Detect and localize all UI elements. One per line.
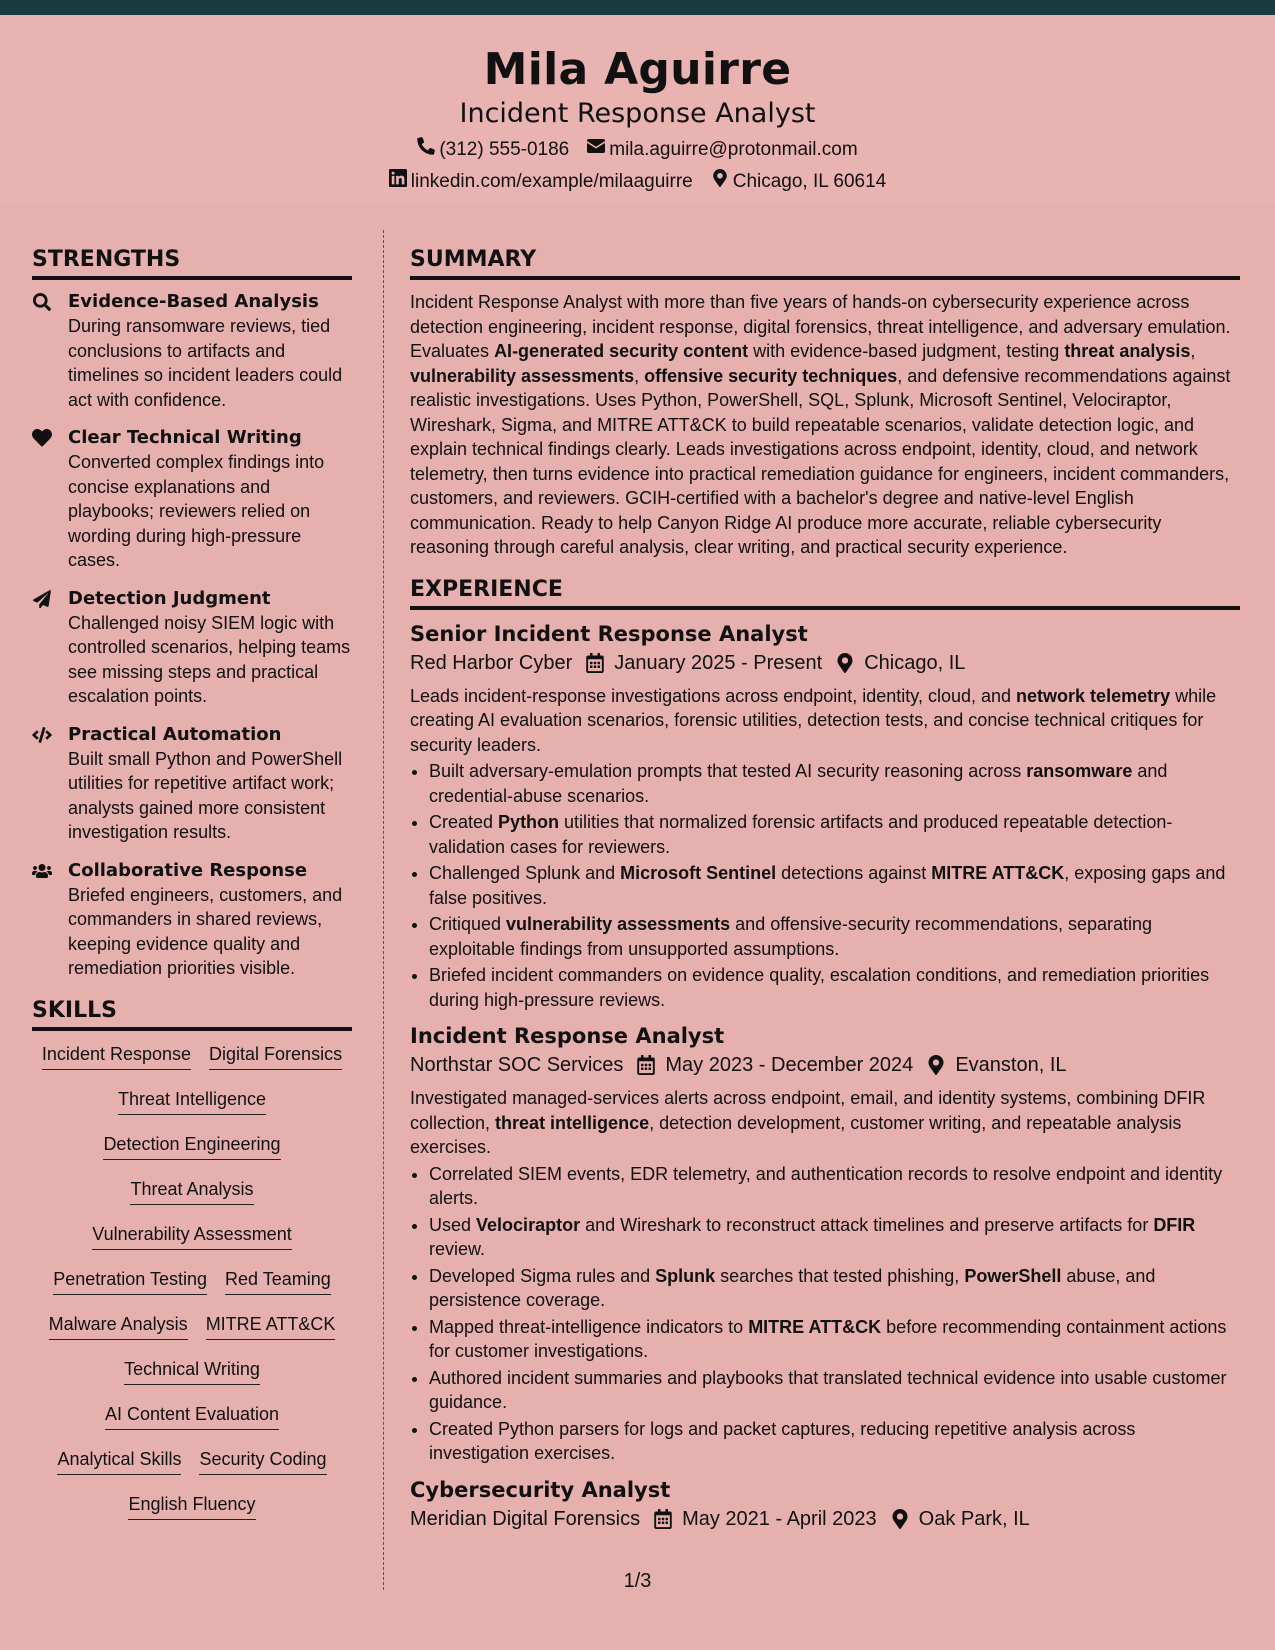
- job-entry: [410, 1022, 1240, 1466]
- linkedin-item[interactable]: [389, 169, 693, 194]
- strength-title: Practical Automation: [68, 723, 282, 745]
- strength-desc: Briefed engineers, customers, and commanders in shared reviews, keeping evidence quality and remediation priorities visible.: [68, 884, 343, 978]
- skill-row: [32, 1041, 352, 1086]
- strength-title: Detection Judgment: [68, 587, 271, 609]
- job-bullets: [410, 1162, 1240, 1466]
- text-run: Authored incident summaries and playbooks that translated technical evidence into usable customer guidance.: [429, 1367, 1227, 1412]
- bold-text: offensive security techniques: [644, 365, 898, 386]
- skill-row: [32, 1491, 352, 1536]
- text-run: searches that tested phishing,: [715, 1265, 965, 1286]
- skill-tag: Red Teaming: [225, 1266, 331, 1295]
- bold-text: Python: [498, 812, 560, 832]
- bold-text: vulnerability assessments: [506, 914, 731, 934]
- skills-heading: SKILLS: [32, 997, 352, 1031]
- envelope-icon: [587, 137, 605, 162]
- skill-tag: Digital Forensics: [209, 1041, 342, 1070]
- job-location: Chicago, IL: [864, 651, 966, 674]
- text-run: abuse, and persistence coverage.: [429, 1265, 1156, 1310]
- text-run: ,: [1190, 341, 1196, 361]
- linkedin-icon: [389, 169, 407, 194]
- strength-item: [32, 426, 352, 573]
- strengths-heading: STRENGTHS: [32, 246, 352, 280]
- map-pin-icon: [927, 1055, 945, 1075]
- skill-tag: Threat Analysis: [130, 1176, 253, 1205]
- job-meta: [410, 1050, 1240, 1080]
- bold-text: DFIR: [1153, 1214, 1196, 1235]
- strength-desc: During ransomware reviews, tied conclusions to artifacts and timelines so incident leaders could act with confidence.: [68, 316, 343, 410]
- top-accent-bar: [0, 0, 1275, 15]
- text-run: and offensive-security recommendations, separating exploitable findings from unsupported assumptions.: [429, 914, 1153, 959]
- location-text: Chicago, IL 60614: [732, 170, 887, 192]
- phone-item: [417, 137, 569, 162]
- skill-row: [32, 1311, 352, 1356]
- text-run: Challenged Splunk and: [429, 863, 621, 883]
- text-run: , exposing gaps and false positives.: [429, 863, 1226, 908]
- skill-tag: Detection Engineering: [103, 1131, 280, 1160]
- skill-tag: Technical Writing: [124, 1356, 260, 1385]
- text-run: Incident Response Analyst with more than five years of hands-on cybersecurity experience across detection engineering, incident response, digital forensics, threat intelligence, and adversary emulation. Evaluates: [410, 292, 1231, 361]
- bullet-item: [429, 912, 1240, 961]
- text-run: Critiqued: [429, 914, 507, 934]
- calendar-icon: [637, 1055, 655, 1075]
- strength-desc: Challenged noisy SIEM logic with controlled scenarios, helping teams see missing steps and practical escalation points.: [68, 612, 351, 706]
- strength-title: Evidence-Based Analysis: [68, 291, 319, 312]
- company-name: Meridian Digital Forensics: [410, 1507, 641, 1530]
- heart-icon: [32, 426, 56, 573]
- code-icon: [32, 723, 56, 845]
- summary-heading: SUMMARY: [410, 246, 1240, 280]
- bold-text: MITRE ATT&CK: [748, 1316, 882, 1337]
- skill-row: [32, 1446, 352, 1491]
- bold-text: MITRE ATT&CK: [931, 863, 1065, 883]
- bold-text: threat intelligence: [495, 1112, 650, 1133]
- users-icon: [32, 859, 56, 981]
- bold-text: threat analysis: [1064, 341, 1191, 361]
- skills-list: [32, 1041, 352, 1536]
- bullet-item: [429, 759, 1240, 808]
- right-column: [410, 246, 1240, 1540]
- text-run: review.: [429, 1239, 486, 1259]
- text-run: Used: [429, 1214, 477, 1235]
- job-title: Senior Incident Response Analyst: [410, 621, 808, 646]
- job-entry: [410, 620, 1240, 1013]
- experience-list: [410, 620, 1240, 1534]
- skill-row: [32, 1356, 352, 1401]
- skill-row: [32, 1266, 352, 1311]
- text-run: , and defensive recommendations against realistic investigations. Uses Python, PowerShell, SQL, Splunk, Microsoft Sentinel, Velociraptor, Wireshark, Sigma, and MITRE ATT&CK to build repeatable scenarios, validate detection logic, and explain technical findings clearly. Leads investigations across endpoint, identity, cloud, and network telemetry, then turns evidence into practical remediation guidance for engineers, incident commanders, customers, and reviewers. GCIH-certified with a bachelor's degree and native-level English communication. Ready to help Canyon Ridge AI produce more accurate, reliable cybersecurity reasoning through careful analysis, clear writing, and practical security experience.: [410, 365, 1231, 557]
- bold-text: Velociraptor: [476, 1214, 581, 1235]
- location-item: [711, 169, 887, 194]
- experience-heading: EXPERIENCE: [410, 576, 1240, 610]
- text-run: Created: [429, 812, 499, 832]
- text-run: Created Python parsers for logs and packet captures, reducing repetitive analysis across investigation exercises.: [429, 1418, 1136, 1463]
- map-pin-icon: [836, 653, 854, 673]
- summary-text: [410, 290, 1240, 560]
- job-description: [410, 1086, 1240, 1160]
- job-title: Cybersecurity Analyst: [410, 1477, 671, 1502]
- skill-row: [32, 1131, 352, 1176]
- company-name: Red Harbor Cyber: [410, 651, 573, 674]
- skill-row: [32, 1086, 352, 1131]
- text-run: Briefed incident commanders on evidence quality, escalation conditions, and remediation priorities during high-pressure reviews.: [429, 965, 1210, 1010]
- bold-text: Splunk: [655, 1265, 716, 1286]
- candidate-name: Mila Aguirre: [483, 44, 792, 95]
- text-run: Correlated SIEM events, EDR telemetry, and authentication records to resolve endpoint and identity alerts.: [429, 1163, 1223, 1208]
- text-run: Investigated managed-services alerts across endpoint, email, and identity systems, combining DFIR collection,: [410, 1088, 1206, 1133]
- company-name: Northstar SOC Services: [410, 1054, 624, 1076]
- skill-tag: MITRE ATT&CK: [206, 1311, 336, 1340]
- job-dates: May 2023 - December 2024: [665, 1054, 914, 1076]
- text-run: utilities that normalized forensic artifacts and produced repeatable detection-validation cases for reviewers.: [429, 812, 1173, 857]
- bold-text: ransomware: [1026, 761, 1133, 781]
- bullet-item: [429, 1366, 1240, 1415]
- strength-item: [32, 859, 352, 981]
- email-item[interactable]: [587, 137, 857, 162]
- skill-tag: Security Coding: [199, 1446, 326, 1475]
- text-run: Built adversary-emulation prompts that tested AI security reasoning across: [429, 761, 1027, 781]
- strength-item: [32, 723, 352, 845]
- bullet-item: [429, 1162, 1240, 1211]
- bold-text: PowerShell: [964, 1265, 1062, 1286]
- calendar-icon: [654, 1509, 672, 1529]
- skill-tag: Penetration Testing: [53, 1266, 207, 1295]
- job-title: Incident Response Analyst: [410, 1024, 725, 1048]
- page-number: 1/3: [623, 1570, 652, 1592]
- strength-desc: Converted complex findings into concise explanations and playbooks; reviewers relied on wording during high-pressure cases.: [68, 452, 325, 570]
- text-run: Mapped threat-intelligence indicators to: [429, 1316, 749, 1337]
- map-pin-icon: [891, 1509, 909, 1529]
- map-pin-icon: [711, 169, 729, 194]
- job-dates: January 2025 - Present: [614, 651, 823, 674]
- strength-item: [32, 290, 352, 412]
- job-location: Evanston, IL: [955, 1054, 1067, 1076]
- text-run: with evidence-based judgment, testing: [748, 341, 1065, 361]
- skill-row: [32, 1401, 352, 1446]
- job-dates: May 2021 - April 2023: [682, 1507, 877, 1530]
- bullet-item: [429, 1264, 1240, 1313]
- text-run: Leads incident-response investigations across endpoint, identity, cloud, and: [410, 685, 1017, 706]
- bold-text: vulnerability assessments: [410, 365, 635, 386]
- left-column: [32, 246, 352, 1536]
- text-run: before recommending containment actions for customer investigations.: [429, 1316, 1227, 1361]
- phone-text: (312) 555-0186: [439, 138, 570, 160]
- calendar-icon: [586, 653, 604, 673]
- job-meta: [410, 1504, 1240, 1534]
- text-run: while creating AI evaluation scenarios, forensic utilities, detection tests, and concise technical critiques for security leaders.: [410, 685, 1217, 755]
- skill-tag: Threat Intelligence: [118, 1086, 266, 1115]
- email-text[interactable]: mila.aguirre@protonmail.com: [609, 138, 858, 160]
- text-run: Developed Sigma rules and: [429, 1265, 656, 1286]
- job-meta: [410, 648, 1240, 678]
- bullet-item: [429, 1315, 1240, 1364]
- bullet-item: [429, 810, 1240, 859]
- skill-row: [32, 1176, 352, 1221]
- skill-tag: Vulnerability Assessment: [92, 1221, 291, 1250]
- job-location: Oak Park, IL: [918, 1507, 1030, 1530]
- strength-desc: Built small Python and PowerShell utilities for repetitive artifact work; analysts gained more consistent investigation results.: [68, 748, 343, 842]
- candidate-title: Incident Response Analyst: [459, 98, 816, 129]
- strength-item: [32, 587, 352, 709]
- text-run: ,: [634, 365, 645, 386]
- bold-text: network telemetry: [1016, 685, 1171, 706]
- job-bullets: [410, 759, 1240, 1012]
- bold-text: AI-generated security content: [494, 341, 749, 361]
- bullet-item: [429, 963, 1240, 1012]
- skill-tag: Malware Analysis: [49, 1311, 188, 1340]
- text-run: , detection development, customer writing, and repeatable analysis exercises.: [410, 1112, 1182, 1157]
- strength-title: Collaborative Response: [68, 859, 308, 881]
- text-run: detections against: [776, 863, 932, 883]
- linkedin-text[interactable]: linkedin.com/example/milaaguirre: [410, 170, 693, 192]
- job-entry: [410, 1476, 1240, 1534]
- paper-plane-icon: [32, 587, 56, 709]
- bold-text: Microsoft Sentinel: [620, 863, 777, 883]
- search-icon: [32, 290, 56, 412]
- job-description: [410, 684, 1240, 758]
- skill-tag: Analytical Skills: [57, 1446, 181, 1475]
- strength-title: Clear Technical Writing: [68, 427, 302, 448]
- skill-tag: AI Content Evaluation: [105, 1401, 279, 1430]
- skill-row: [32, 1221, 352, 1266]
- bullet-item: [429, 861, 1240, 910]
- resume-header: [0, 15, 1275, 204]
- bullet-item: [429, 1213, 1240, 1262]
- text-run: and credential-abuse scenarios.: [429, 761, 1168, 806]
- text-run: and Wireshark to reconstruct attack timelines and preserve artifacts for: [580, 1214, 1154, 1235]
- skill-tag: Incident Response: [42, 1041, 191, 1070]
- column-divider: [383, 230, 384, 1590]
- skill-tag: English Fluency: [128, 1491, 255, 1520]
- contact-row-2: [0, 169, 1275, 194]
- contact-row-1: [0, 137, 1275, 162]
- bullet-item: [429, 1417, 1240, 1466]
- phone-icon: [417, 137, 435, 162]
